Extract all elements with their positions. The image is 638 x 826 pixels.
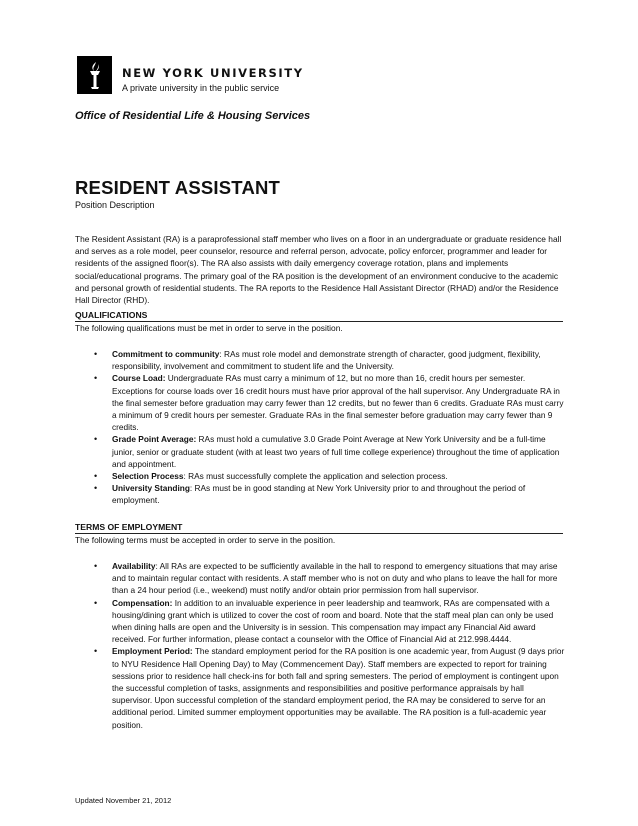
- list-item: [75, 597, 565, 646]
- bullet-icon: •: [94, 483, 98, 494]
- qualifications-heading: QUALIFICATIONS: [75, 310, 563, 322]
- bullet-icon: •: [94, 373, 98, 384]
- list-item: [75, 645, 565, 730]
- item-label: Course Load:: [112, 373, 166, 384]
- item-label: Compensation:: [112, 597, 173, 608]
- item-label: Availability: [112, 561, 156, 571]
- university-tagline: A private university in the public service: [122, 83, 280, 93]
- list-item: [75, 470, 565, 482]
- updated-date: Updated November 21, 2012: [75, 796, 172, 805]
- list-item: [75, 482, 565, 506]
- item-text: Undergraduate RAs must carry a minimum of 12, but no more than 16, credit hours per semester. Exceptions for course loads over 16 credit hours must have prior approval of the hall supervisor. Any Undergraduate RA in the final semester before graduation may carry fewer than 12 credits, but no fewer than 6 credits. Graduate RAs must carry a minimum of 9 credit hours per semester. Graduate RAs in the final semester before graduation may carry fewer than 9 credits.: [112, 373, 564, 433]
- intro-paragraph: The Resident Assistant (RA) is a paraprofessional staff member who lives on a floor in an undergraduate or graduate residence hall and serves as a role model, peer counselor, resource and referral person, advocate, policy enforcer, programmer and leader for residents of the assigned floor(s). The RA also assists with daily emergency coverage rotation, plans and implements social/educational programs. The primary goal of the RA position is the development of an environment conducive to the academic and personal growth of residential students. The RA reports to the Residence Hall Assistant Director (RHAD) and/or the Residence Hall Director (RHD).: [75, 234, 562, 306]
- bullet-icon: •: [94, 349, 98, 359]
- office-name: Office of Residential Life & Housing Services: [75, 110, 311, 122]
- terms-intro: The following terms must be accepted in order to serve in the position.: [75, 535, 336, 545]
- qualifications-intro: The following qualifications must be met in order to serve in the position.: [75, 323, 343, 333]
- bullet-icon: •: [94, 561, 98, 571]
- item-text: The standard employment period for the RA position is one academic year, from August (9 days prior to NYU Residence Hall Opening Day) to May (Commencement Day). Staff members are expected to report for training sessions prior to residence hall check-ins for both fall and spring semesters. The period of employment is contingent upon the successful completion of tasks, assignments and responsibilities and positive performance appraisals by hall supervisor. Upon successful completion of the standard employment period, the RA may be considered to serve for an additional period. Limited summer employment opportunities may be available. The RA position is a full-academic year position.: [112, 646, 565, 730]
- list-item: [75, 433, 565, 470]
- list-item: [75, 560, 565, 597]
- list-item: [75, 372, 565, 433]
- university-name: NEW YORK UNIVERSITY: [122, 66, 304, 80]
- page-title: RESIDENT ASSISTANT: [75, 177, 281, 198]
- qualifications-list: [75, 348, 565, 507]
- page-subtitle: Position Description: [75, 200, 155, 210]
- bullet-icon: •: [94, 471, 98, 482]
- list-item: [75, 348, 565, 372]
- item-text: : RAs must be in good standing at New York University prior to and throughout the period of employment.: [112, 483, 526, 506]
- item-label: Grade Point Average:: [112, 434, 197, 445]
- item-label: Selection Process: [112, 471, 184, 482]
- item-text: : RAs must role model and demonstrate strength of character, good judgment, flexibility, responsibility, involvement and commitment to student life and the University.: [112, 349, 541, 372]
- item-label: Commitment to community: [112, 349, 220, 359]
- item-text: In addition to an invaluable experience in peer leadership and teamwork, RAs are compensated with a housing/dining grant which is utilized to cover the cost of room and board. Note that the staff meal plan can only be used when dining halls are open and the University is in session. This compensation may impact any Financial Aid award received. For further information, please contact a counselor with the Office of Financial Aid at 212.998.4444.: [112, 597, 554, 645]
- item-text: : All RAs are expected to be sufficiently available in the hall to respond to emergency situations that may arise and to maintain regular contact with residents. A staff member who is not on duty and who plans to leave the hall for more than a 24 hour period (i.e., weekend) must notify and/or obtain prior permission from hall supervisor.: [112, 561, 558, 596]
- bullet-icon: •: [94, 597, 98, 608]
- torch-icon: [77, 56, 112, 94]
- item-label: Employment Period:: [112, 646, 193, 657]
- terms-heading: TERMS OF EMPLOYMENT: [75, 522, 563, 534]
- item-text: RAs must hold a cumulative 3.0 Grade Point Average at New York University and be a full-time junior, senior or graduate student (with at least two years of full time college experience) throughout the time of application and appointment.: [112, 434, 560, 469]
- item-label: University Standing: [112, 483, 190, 494]
- bullet-icon: •: [94, 646, 98, 657]
- item-text: : RAs must successfully complete the application and selection process.: [183, 471, 448, 482]
- bullet-icon: •: [94, 434, 98, 445]
- terms-list: [75, 560, 565, 731]
